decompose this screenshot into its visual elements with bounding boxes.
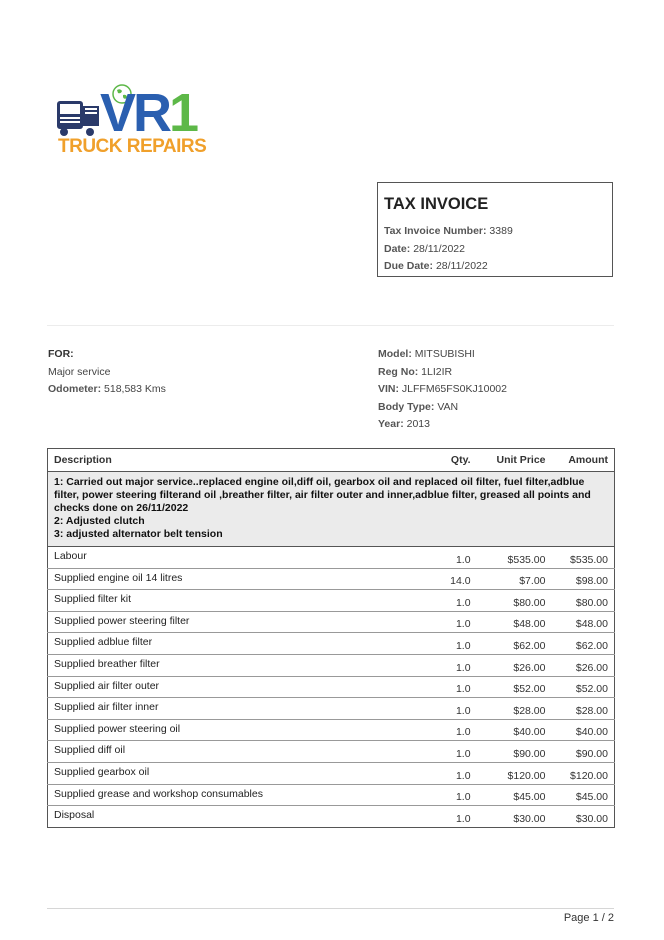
invoice-due-date: Due Date: 28/11/2022 <box>384 260 488 272</box>
table-row: Supplied air filter outer 1.0 $52.00 $52.00 <box>48 676 615 698</box>
work-summary-row <box>48 472 615 547</box>
page-number: Page 1 / 2 <box>563 912 614 924</box>
table-row: Supplied air filter inner 1.0 $28.00 $28.00 <box>48 698 615 720</box>
table-header-row <box>48 449 615 472</box>
odometer: Odometer: 518,583 Kms <box>48 383 166 395</box>
table-row: Supplied diff oil 1.0 $90.00 $90.00 <box>48 741 615 763</box>
table-row: Supplied adblue filter 1.0 $62.00 $62.00 <box>48 633 615 655</box>
table-row: Labour 1.0 $535.00 $535.00 <box>48 547 615 569</box>
col-unit-price: Unit Price <box>477 449 552 472</box>
service-description: Major service <box>48 365 111 378</box>
work-summary: 1: Carried out major service..replaced engine oil,diff oil, gearbox oil and replaced oil filter, fuel filter,adblue filter, power steering filterand oil ,breather filter, air filter outer and inner,adblue filter, greased all points and checks done on 26/11/2022 2: Adjusted clutch 3: adjusted alternator belt tension <box>48 472 615 547</box>
col-description: Description <box>48 449 427 472</box>
customer-details <box>48 346 166 399</box>
section-divider <box>47 325 614 326</box>
table-row: Disposal 1.0 $30.00 $30.00 <box>54 809 608 825</box>
vehicle-details <box>378 346 507 434</box>
for-heading: FOR: <box>48 348 74 360</box>
table-row: Supplied power steering oil 1.0 $40.00 $40.00 <box>48 719 615 741</box>
invoice-number: Tax Invoice Number: 3389 <box>384 225 513 237</box>
footer-divider <box>47 908 614 909</box>
table-row: Supplied breather filter 1.0 $26.00 $26.00 <box>48 654 615 676</box>
table-row: Supplied engine oil 14 litres 14.0 $7.00 $98.00 <box>48 568 615 590</box>
invoice-header-box <box>377 182 613 277</box>
invoice-date: Date: 28/11/2022 <box>384 242 465 255</box>
line-items-table <box>47 448 615 828</box>
vehicle-body-type: Body Type: VAN <box>378 400 459 413</box>
invoice-title: TAX INVOICE <box>384 195 489 213</box>
table-row: Supplied grease and workshop consumables 1.0 $45.00 $45.00 <box>48 784 615 806</box>
table-row: Supplied power steering filter 1.0 $48.00 $48.00 <box>48 611 615 633</box>
vehicle-reg: Reg No: 1LI2IR <box>378 365 453 378</box>
table-row: Supplied filter kit 1.0 $80.00 $80.00 <box>48 590 615 612</box>
brand-subtitle: TRUCK REPAIRS <box>58 136 207 157</box>
col-amount: Amount <box>552 449 615 472</box>
vehicle-model: Model: MITSUBISHI <box>378 348 475 360</box>
company-logo <box>56 84 216 160</box>
table-row: Supplied gearbox oil 1.0 $120.00 $120.00 <box>48 762 615 784</box>
vehicle-vin: VIN: JLFFM65FS0KJ10002 <box>378 383 507 395</box>
col-qty: Qty. <box>427 449 477 472</box>
brand-wordmark: VR1 <box>100 83 197 143</box>
vehicle-year: Year: 2013 <box>378 418 430 430</box>
truck-icon <box>56 98 100 138</box>
